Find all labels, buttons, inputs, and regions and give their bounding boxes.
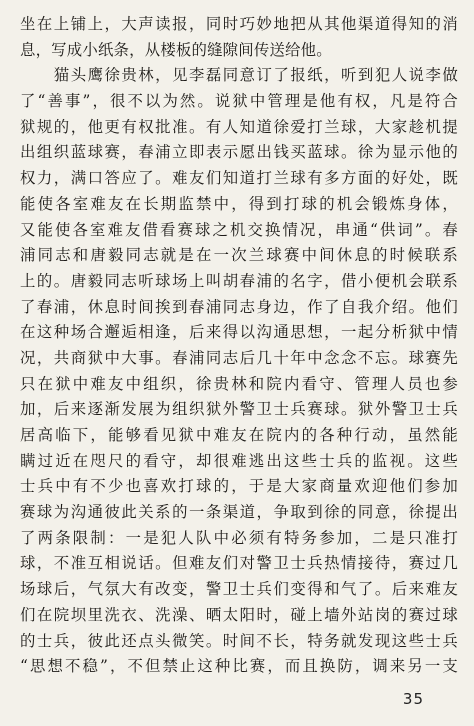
text-line: “思想不稳”，不但禁止这种比赛，而且换防，调来另一支	[20, 657, 458, 676]
text-line: 权力，满口答应了。难友们知道打兰球有多方面的好处，既	[20, 169, 458, 188]
text-line: 出组织蓝球赛，春浦立即表示愿出钱买蓝球。徐为显示他的	[20, 143, 458, 162]
text-line: 场球后，气氛大有改变，警卫士兵们变得和气了。后来难友	[20, 580, 458, 599]
page-number: 35	[402, 690, 424, 708]
text-line: 赛球为沟通彼此关系的一条渠道，争取到徐的同意，徐提出	[20, 503, 458, 522]
text-line: 猫头鹰徐贵林，见李磊同意订了报纸，听到犯人说李做	[20, 66, 458, 85]
text-line: 居高临下，能够看见狱中难友在院内的各种行动，虽然能	[20, 426, 458, 444]
text-line: 况，共商狱中大事。春浦同志后几十年中念念不忘。球赛先	[20, 348, 458, 367]
body-text	[20, 12, 458, 680]
text-line: 能使各室难友在长期监禁中，得到打球的机会锻炼身体，	[20, 194, 458, 213]
text-line: 了两条限制：一是犯人队中必须有特务参加，二是只准打	[20, 528, 458, 547]
text-line: 坐在上铺上，大声读报，同时巧妙地把从其他渠道得知的消	[20, 15, 458, 33]
text-line: 上的。唐毅同志听球场上叫胡春浦的名字，借小便机会联系	[20, 271, 458, 290]
text-line: 了“善事”，很不以为然。说狱中管理是他有权，凡是符合	[20, 92, 458, 111]
text-line: 的士兵，彼此还点头微笑。时间不长，特务就发现这些士兵	[20, 631, 458, 650]
text-line: 了春浦，休息时间挨到春浦同志身边，作了自我介绍。他们	[20, 297, 458, 316]
text-line: 息，写成小纸条，从楼板的缝隙间传送给他。	[20, 40, 332, 59]
text-line: 球，不准互相说话。但难友们对警卫士兵热情接待，赛过几	[20, 554, 458, 573]
text-line: 加，后来逐渐发展为组织狱外警卫士兵赛球。狱外警卫士兵	[20, 400, 458, 419]
text-line: 狱规的，他更有权批准。有人知道徐爱打兰球，大家趁机提	[20, 117, 458, 136]
text-line: 在这种场合邂逅相逢，后来得以沟通思想，一起分析狱中情	[20, 323, 458, 342]
text-line: 又能使各室难友借看赛球之机交换情况，串通“供词”。春	[20, 220, 458, 239]
text-line: 士兵中有不少也喜欢打球的，于是大家商量欢迎他们参加	[20, 477, 458, 496]
text-line: 们在院坝里洗衣、洗澡、晒太阳时，碰上墙外站岗的赛过球	[20, 605, 458, 624]
text-line: 只在狱中难友中组织，徐贵林和院内看守、管理人员也参	[20, 374, 458, 393]
text-line: 浦同志和唐毅同志就是在一次兰球赛中间休息的时候联系	[20, 246, 458, 265]
text-line: 瞒过近在咫尺的看守，却很难逃出这些士兵的监视。这些	[20, 451, 458, 470]
